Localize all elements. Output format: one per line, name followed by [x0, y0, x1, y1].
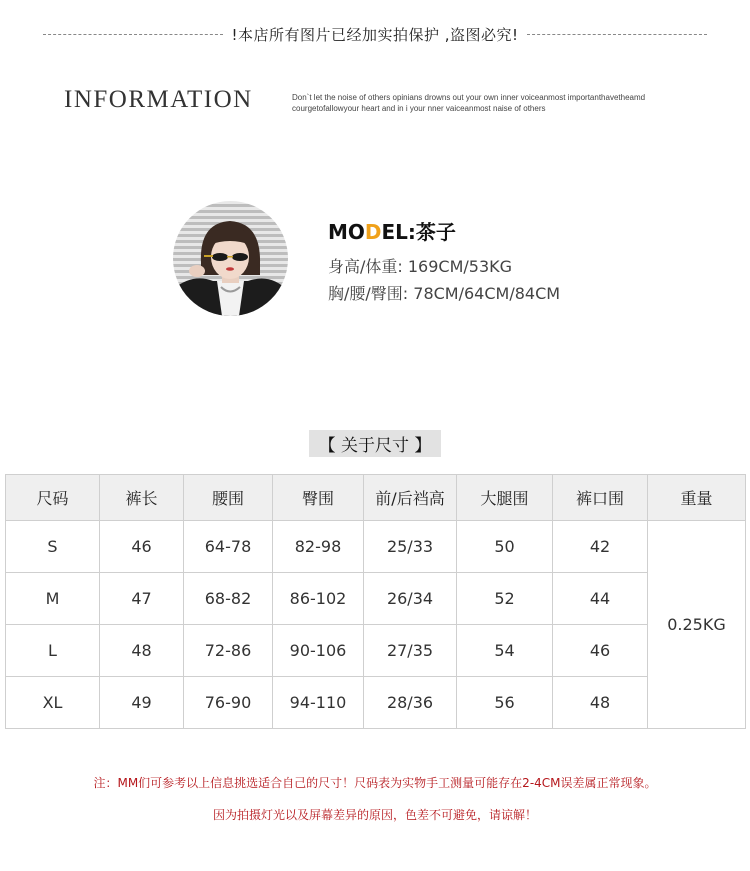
table-cell: 54 — [457, 625, 553, 677]
table-cell: 64-78 — [184, 521, 273, 573]
table-cell: S — [6, 521, 100, 573]
table-cell: 56 — [457, 677, 553, 729]
size-section-heading — [0, 430, 750, 457]
table-row — [6, 625, 746, 677]
dashed-divider-left — [43, 34, 223, 35]
table-cell: 76-90 — [184, 677, 273, 729]
model-label-d: D — [364, 220, 382, 244]
header-weight: 重量 — [648, 475, 746, 521]
table-header-row — [6, 475, 746, 521]
table-cell: 28/36 — [364, 677, 457, 729]
table-row — [6, 521, 746, 573]
table-row — [6, 573, 746, 625]
table-cell: 86-102 — [273, 573, 364, 625]
quote-line-2: courgetofallowyour heart and in i your nner vaiceanmost naise of others — [292, 104, 546, 113]
header-rise: 前/后裆高 — [364, 475, 457, 521]
model-name-value: 茶子 — [415, 220, 456, 244]
table-cell: 52 — [457, 573, 553, 625]
dashed-divider-right — [527, 34, 707, 35]
header-hip: 臀围 — [273, 475, 364, 521]
table-cell: 68-82 — [184, 573, 273, 625]
quote-line-1: Don`t let the noise of others opinians drowns out your own inner voiceanmost importanthavetheamd — [292, 93, 646, 102]
table-cell: 46 — [553, 625, 648, 677]
header-size: 尺码 — [6, 475, 100, 521]
color-disclaimer-note: 因为拍摄灯光以及屏幕差异的原因，色差不可避免，请谅解！ — [212, 808, 537, 822]
table-cell: 90-106 — [273, 625, 364, 677]
header-thigh: 大腿围 — [457, 475, 553, 521]
table-cell: 50 — [457, 521, 553, 573]
table-cell: 94-110 — [273, 677, 364, 729]
table-cell: 27/35 — [364, 625, 457, 677]
table-cell: 82-98 — [273, 521, 364, 573]
model-avatar — [173, 201, 288, 316]
table-cell: M — [6, 573, 100, 625]
table-cell: 72-86 — [184, 625, 273, 677]
header-leg-opening: 裤口围 — [553, 475, 648, 521]
size-heading-label: 【 关于尺寸 】 — [309, 430, 442, 457]
top-notice — [0, 22, 750, 46]
size-chart-table — [5, 474, 746, 729]
table-cell: 42 — [553, 521, 648, 573]
model-label-mo: MO — [328, 220, 365, 244]
model-photo-illustration — [173, 201, 288, 316]
table-cell: 46 — [100, 521, 184, 573]
header-pants-length: 裤长 — [100, 475, 184, 521]
header-waist: 腰围 — [184, 475, 273, 521]
table-cell: XL — [6, 677, 100, 729]
table-cell: 44 — [553, 573, 648, 625]
model-name — [328, 216, 456, 245]
table-cell: 48 — [100, 625, 184, 677]
weight-cell: 0.25KG — [648, 521, 746, 729]
table-cell: L — [6, 625, 100, 677]
model-measurements: 胸/腰/臀围: 78CM/64CM/84CM — [328, 284, 561, 303]
information-title: INFORMATION — [64, 86, 253, 113]
table-cell: 49 — [100, 677, 184, 729]
table-row — [6, 677, 746, 729]
model-label-el: EL: — [381, 220, 416, 244]
sizing-note: 注：MM们可参考以上信息挑选适合自己的尺寸！尺码表为实物手工测量可能存在2-4CM误差属正常现象。 — [93, 776, 657, 790]
table-cell: 48 — [553, 677, 648, 729]
table-cell: 25/33 — [364, 521, 457, 573]
table-cell: 26/34 — [364, 573, 457, 625]
copyright-notice: !本店所有图片已经加实拍保护 ,盗图必究! — [231, 25, 519, 44]
information-quote — [292, 92, 712, 114]
table-cell: 47 — [100, 573, 184, 625]
model-height-weight: 身高/体重: 169CM/53KG — [328, 257, 513, 276]
